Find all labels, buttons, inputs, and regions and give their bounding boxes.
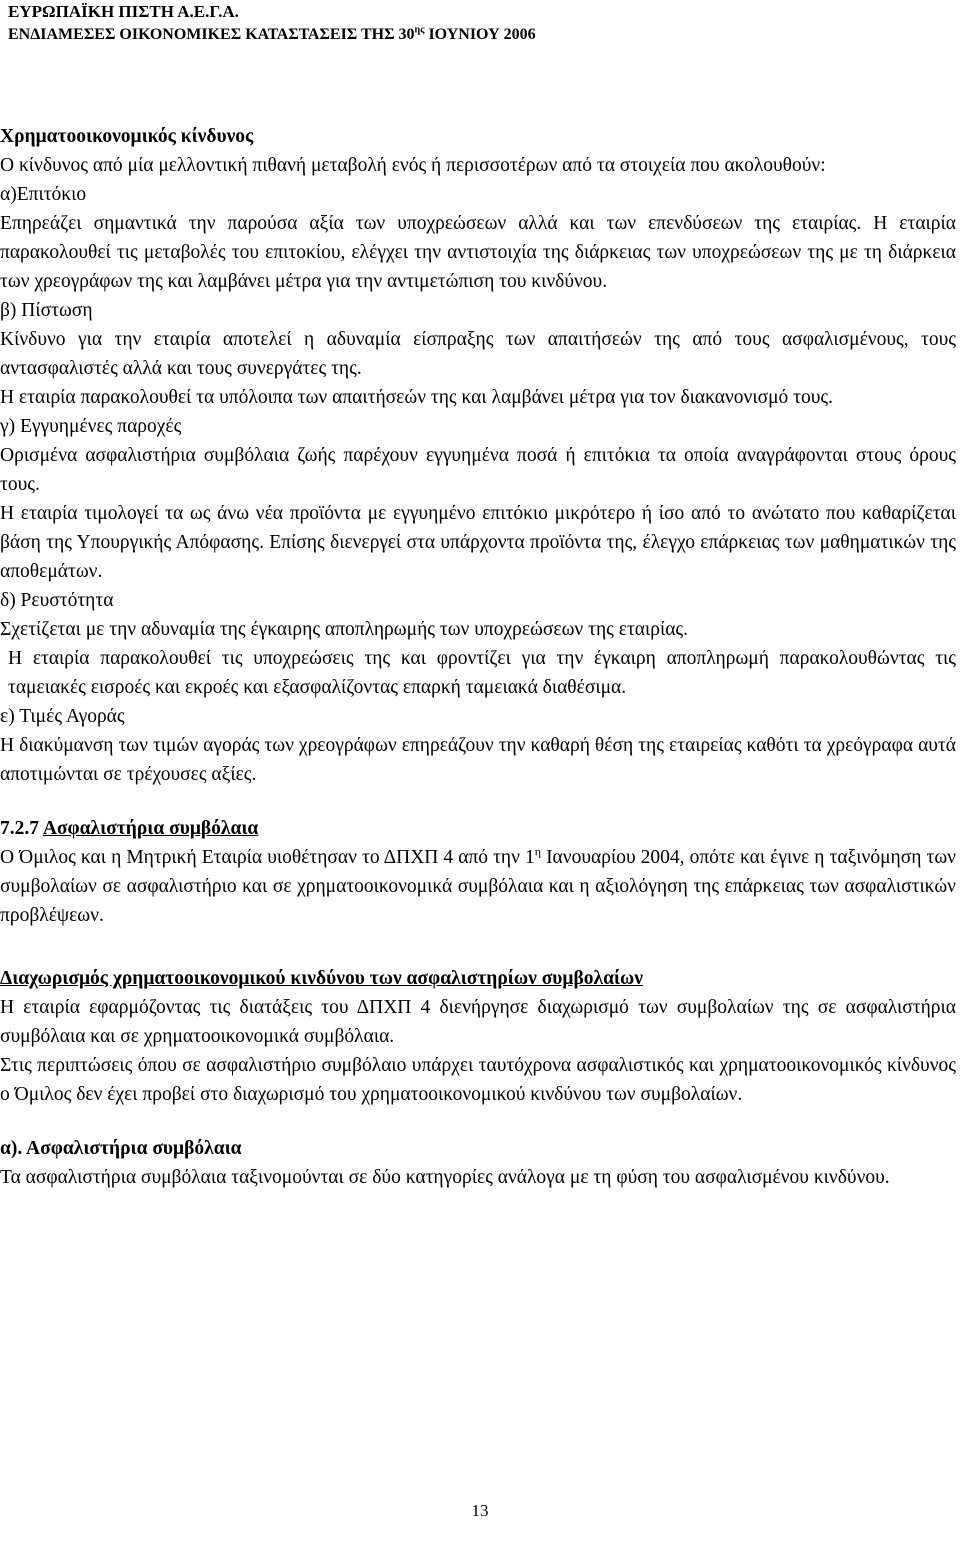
guaranteed-benefits-heading: γ) Εγγυημένες παροχές <box>0 416 182 437</box>
page-number: 13 <box>471 1501 489 1520</box>
credit-monitoring-text: Η εταιρία παρακολουθεί τα υπόλοιπα των απαιτήσεών της και λαμβάνει μέτρα για τον διακανονισμό τους. <box>0 387 834 408</box>
report-title-sup: ης <box>414 24 425 36</box>
section-number: 7.2.7 <box>0 818 39 839</box>
liquidity-heading: δ) Ρευστότητα <box>0 590 114 611</box>
guaranteed-pricing-text: Η εταιρία τιμολογεί τα ως άνω νέα προϊόντα με εγγυημένο επιτόκιο μικρότερο ή ίσο από το ανώτατο που καθαρίζεται βάση της Υπουργικής Απόφασης. Επίσης διενεργεί στα υπάρχοντα προϊόντα της, έλεγχο επάρκειας των μαθηματικών της αποθεμάτων. <box>0 503 956 582</box>
report-title <box>8 26 536 44</box>
insurance-contracts-heading: α). Ασφαλιστήρια συμβόλαια <box>0 1138 242 1159</box>
market-prices-text: Η διακύμανση των τιμών αγοράς των χρεογράφων επηρεάζουν την καθαρή θέση της εταιρείας καθότι τα χρεόγραφα αυτά αποτιμώνται σε τρέχουσες αξίες. <box>0 735 956 785</box>
company-name: ΕΥΡΩΠΑΪΚΗ ΠΙΣΤΗ Α.Ε.Γ.Α. <box>8 2 239 21</box>
credit-text: Κίνδυνο για την εταιρία αποτελεί η αδυναμία είσπραξης των απαιτήσεών της από τους ασφαλισμένους, τους αντασφαλιστές αλλά και τους συνεργάτες της. <box>0 329 956 379</box>
liquidity-text: Σχετίζεται με την αδυναμία της έγκαιρης αποπληρωμής των υποχρεώσεων της εταιρίας. <box>0 619 689 640</box>
section-title: Ασφαλιστήρια συμβόλαια <box>42 818 259 839</box>
report-title-date: ΙΟΥΝΙΟΥ 2006 <box>424 26 536 43</box>
insurance-contracts-text: Τα ασφαλιστήρια συμβόλαια ταξινομούνται σε δύο κατηγορίες ανάλογα με τη φύση του ασφαλισμένου κινδύνου. <box>0 1167 890 1188</box>
credit-heading: β) Πίστωση <box>0 300 93 321</box>
section-intro-main: Ο Όμιλος και η Μητρική Εταιρία υιοθέτησαν το ΔΠΧΠ 4 από την 1 <box>0 847 535 868</box>
report-title-main: ΕΝΔΙΑΜΕΣΕΣ ΟΙΚΟΝΟΜΙΚΕΣ ΚΑΤΑΣΤΑΣΕΙΣ ΤΗΣ 30 <box>8 26 415 43</box>
section-intro-rest: Ιανουαρίου 2004, οπότε και έγινε η ταξινόμηση των συμβολαίων σε ασφαλιστήριο και σε χρηματοοικονομικά συμβόλαια και η αξιολόγηση της επάρκειας των ασφαλιστικών προβλέψεων. <box>0 847 956 926</box>
interest-rate-text: Επηρεάζει σημαντικά την παρούσα αξία των υποχρεώσεων αλλά και των επενδύσεων της εταιρίας. Η εταιρία παρακολουθεί τις μεταβολές του επιτοκίου, ελέγχει την αντιστοιχία της διάρκειας των υποχρεώσεων της με τη διάρκεια των χρεογράφων της και λαμβάνει μέτρα για την αντιμετώπιση του κινδύνου. <box>0 213 956 292</box>
market-prices-heading: ε) Τιμές Αγοράς <box>0 706 125 727</box>
section-intro <box>0 843 956 930</box>
document-body <box>0 122 956 1192</box>
interest-rate-heading: α)Επιτόκιο <box>0 184 87 205</box>
risk-heading: Χρηματοοικονομικός κίνδυνος <box>0 126 254 147</box>
separation-text-1: Η εταιρία εφαρμόζοντας τις διατάξεις του ΔΠΧΠ 4 διενήργησε διαχωρισμό των συμβολαίων της σε ασφαλιστήρια συμβόλαια και σε χρηματοοικονομικά συμβόλαια. <box>0 997 956 1047</box>
guaranteed-benefits-text: Ορισμένα ασφαλιστήρια συμβόλαια ζωής παρέχουν εγγυημένα ποσά ή επιτόκια τα οποία αναγράφονται στους όρους τους. <box>0 445 956 495</box>
separation-heading: Διαχωρισμός χρηματοοικονομικού κινδύνου των ασφαλιστηρίων συμβολαίων <box>0 968 643 989</box>
liquidity-monitoring-text: Η εταιρία παρακολουθεί τις υποχρεώσεις της και φροντίζει για την έγκαιρη αποπληρωμή παρακολουθώντας τις ταμειακές εισροές και εκροές και εξασφαλίζοντας επαρκή ταμειακά διαθέσιμα. <box>8 648 956 698</box>
separation-text-2: Στις περιπτώσεις όπου σε ασφαλιστήριο συμβόλαιο υπάρχει ταυτόχρονα ασφαλιστικός και χρηματοοικονομικός κίνδυνος ο Όμιλος δεν έχει προβεί στο διαχωρισμό του χρηματοοικονομικού κινδύνου των συμβολαίων. <box>0 1055 956 1105</box>
section-heading <box>0 814 956 843</box>
section-intro-sup: η <box>534 844 542 859</box>
risk-definition: Ο κίνδυνος από μία μελλοντική πιθανή μεταβολή ενός ή περισσοτέρων από τα στοιχεία που ακολουθούν: <box>0 155 826 176</box>
